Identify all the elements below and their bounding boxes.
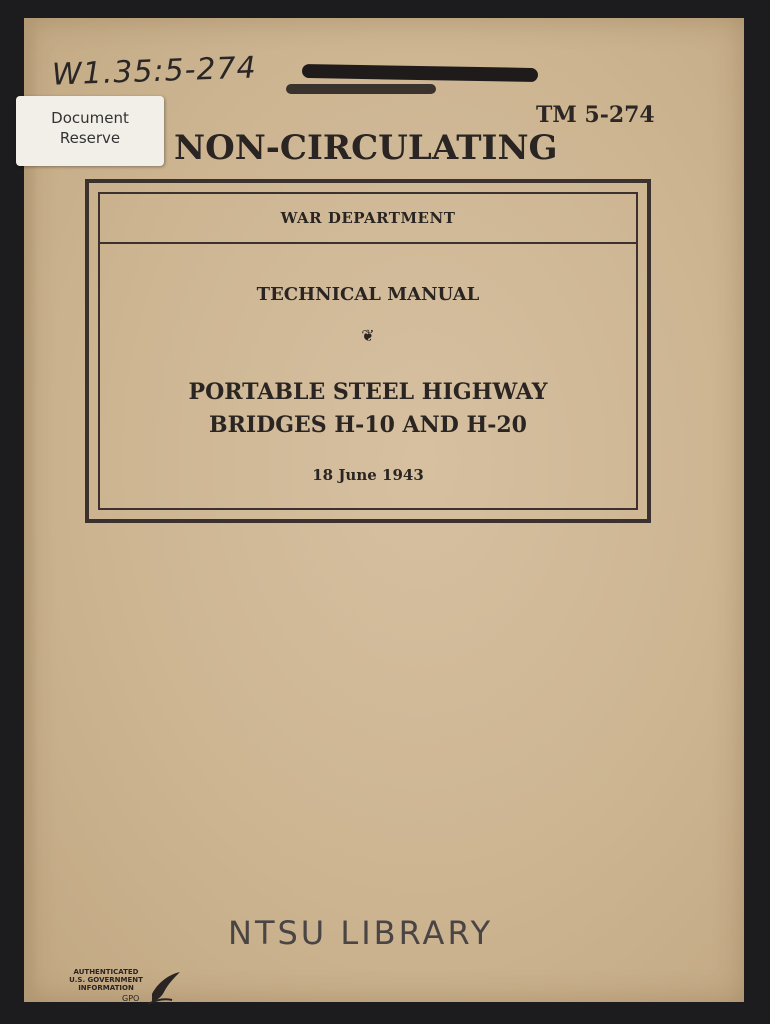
non-circulating-heading: NON-CIRCULATING bbox=[174, 128, 558, 168]
gpo-seal-text bbox=[64, 968, 148, 992]
document-reserve-sticker bbox=[16, 96, 164, 166]
tm-number: TM 5-274 bbox=[536, 102, 655, 128]
title-line: PORTABLE STEEL HIGHWAY bbox=[188, 379, 548, 405]
gpo-seal-line: INFORMATION bbox=[78, 984, 134, 992]
document-cover bbox=[24, 18, 744, 1002]
library-stamp: NTSU LIBRARY bbox=[228, 914, 494, 952]
sticker-line: Document bbox=[51, 109, 129, 127]
redaction-scribble bbox=[286, 84, 436, 94]
title-frame-inner bbox=[98, 192, 638, 510]
redaction-scribble bbox=[302, 64, 538, 82]
publication-date: 18 June 1943 bbox=[312, 466, 424, 484]
gpo-label: GPO bbox=[122, 994, 140, 1003]
manual-type: TECHNICAL MANUAL bbox=[256, 284, 480, 305]
title-frame bbox=[85, 179, 651, 523]
eagle-icon bbox=[144, 964, 184, 1008]
gpo-seal-line: AUTHENTICATED bbox=[73, 968, 139, 976]
document-title bbox=[100, 376, 636, 442]
department-name: WAR DEPARTMENT bbox=[100, 194, 636, 244]
title-line: BRIDGES H-10 AND H-20 bbox=[209, 412, 527, 438]
gpo-authentication-seal bbox=[64, 964, 184, 1008]
sticker-line: Reserve bbox=[59, 129, 121, 147]
handwritten-call-number: W1.35:5-274 bbox=[51, 50, 258, 93]
gpo-seal-line: U.S. GOVERNMENT bbox=[69, 976, 143, 984]
fleuron-icon: ❦ bbox=[361, 326, 375, 345]
